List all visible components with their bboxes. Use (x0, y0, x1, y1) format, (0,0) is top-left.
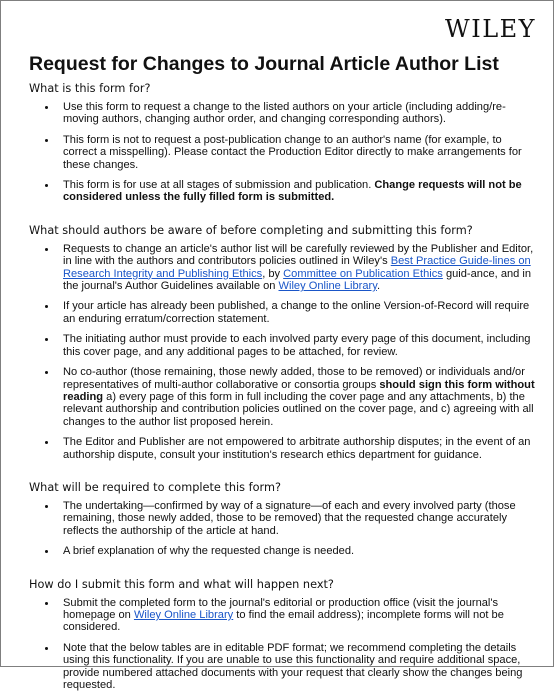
section-submission (29, 578, 537, 692)
list-item (29, 545, 537, 557)
bullet-icon (45, 248, 48, 251)
list-item (29, 597, 537, 634)
list-item-text: . (376, 280, 381, 293)
bullet-icon (45, 184, 48, 187)
bullet-list (29, 597, 537, 692)
list-item-text: Note that the below tables are in editable PDF format; we recommend completing the details using this functionality. If you are unable to use this functionality and require additional space, provide numbered attached documents with your request that clearly show the changes being requested. (63, 641, 523, 691)
bullet-icon (45, 441, 48, 444)
page-title: Request for Changes to Journal Article Author List (29, 53, 499, 75)
list-item-text: If your article has already been published, a change to the online Version-of-Record will require an enduring erratum/correction statement. (63, 300, 530, 325)
section-requirements (29, 481, 537, 558)
bullet-list (29, 101, 537, 204)
list-item-text: , by (262, 267, 284, 280)
bullet-icon (45, 338, 48, 341)
list-item-text: a) every page of this form in full including the cover page and any attachments, b) the relevant authorship and contribution policies outlined on the cover page, and c) agreeing with all changes to the author list proposed herein. (63, 390, 534, 428)
list-item-text: to find the email address); incomplete forms will not be considered. (63, 608, 504, 634)
bullet-list (29, 243, 537, 461)
wiley-online-library-link[interactable]: Wiley Online Library (278, 280, 377, 293)
best-practice-guidelines-link[interactable]: Best Practice Guide-lines on Research Integrity and Publishing Ethics (63, 255, 531, 280)
section-heading: What is this form for? (29, 82, 151, 95)
wiley-logo: WILEY (445, 15, 536, 43)
list-item (29, 436, 537, 461)
list-item (29, 243, 537, 293)
list-item (29, 642, 537, 692)
section-heading: What should authors be aware of before completing and submitting this form? (29, 223, 473, 237)
bullet-icon (45, 106, 48, 109)
bullet-icon (45, 602, 48, 605)
section-heading: What will be required to complete this form? (29, 480, 281, 494)
list-item-text: The Editor and Publisher are not empowered to arbitrate authorship disputes; in the event of an authorship dispute, consult your institution's research ethics department for guidance. (63, 436, 531, 461)
bullet-icon (45, 647, 48, 650)
list-item-text: guid-ance, and in the journal's Author Guidelines available on (63, 267, 532, 293)
list-item-text: This form is not to request a post-publication change to an author's name (for example, to correct a misspelling). Please contact the Production Editor directly to make arrangements for these changes. (63, 133, 522, 171)
list-item-text: A brief explanation of why the requested change is needed. (63, 545, 355, 558)
bullet-icon (45, 550, 48, 553)
list-item-text: Use this form to request a change to the listed authors on your article (including adding/re-moving authors, changing author order, and changing corresponding authors). (63, 101, 506, 126)
list-item-text: Submit the completed form to the journal's editorial or production office (visit the journal's homepage on (63, 596, 499, 621)
section-heading: How do I submit this form and what will happen next? (29, 577, 334, 591)
list-item (29, 179, 537, 204)
bullet-list (29, 500, 537, 558)
list-item-text: The initiating author must provide to each involved party every page of this document, including this cover page, and any additional pages to be attached, for review. (63, 333, 531, 358)
list-item-bold-text: should sign this form without reading (63, 378, 535, 403)
form-content (29, 82, 537, 699)
list-item (29, 101, 537, 126)
list-item-text: No co-author (those remaining, those newly added, those to be removed) or individuals and/or representatives of multi-author collaborative or consortia groups (63, 366, 525, 391)
section-author-awareness (29, 224, 537, 461)
cope-link[interactable]: Committee on Publication Ethics (283, 267, 443, 280)
bullet-icon (45, 305, 48, 308)
list-item-text: The undertaking—confirmed by way of a signature—of each and every involved party (those remaining, those newly added, those to be removed) that the requested change accurately reflects the authorship of the article at hand. (63, 499, 516, 537)
list-item-text: Requests to change an article's author list will be carefully reviewed by the Publisher and Editor, in line with the authors and contributors policies outlined in Wiley's (63, 242, 534, 268)
list-item-text: This form is for use at all stages of submission and publication. (63, 179, 375, 192)
list-item (29, 333, 537, 358)
section-form-purpose (29, 82, 537, 204)
bullet-icon (45, 371, 48, 374)
list-item (29, 500, 537, 537)
list-item (29, 134, 537, 171)
wiley-online-library-link[interactable]: Wiley Online Library (133, 608, 234, 621)
bullet-icon (45, 505, 48, 508)
list-item (29, 366, 537, 428)
list-item-bold-text: Change requests will not be considered unless the fully filled form is submitted. (63, 179, 522, 204)
list-item (29, 300, 537, 325)
bullet-icon (45, 139, 48, 142)
